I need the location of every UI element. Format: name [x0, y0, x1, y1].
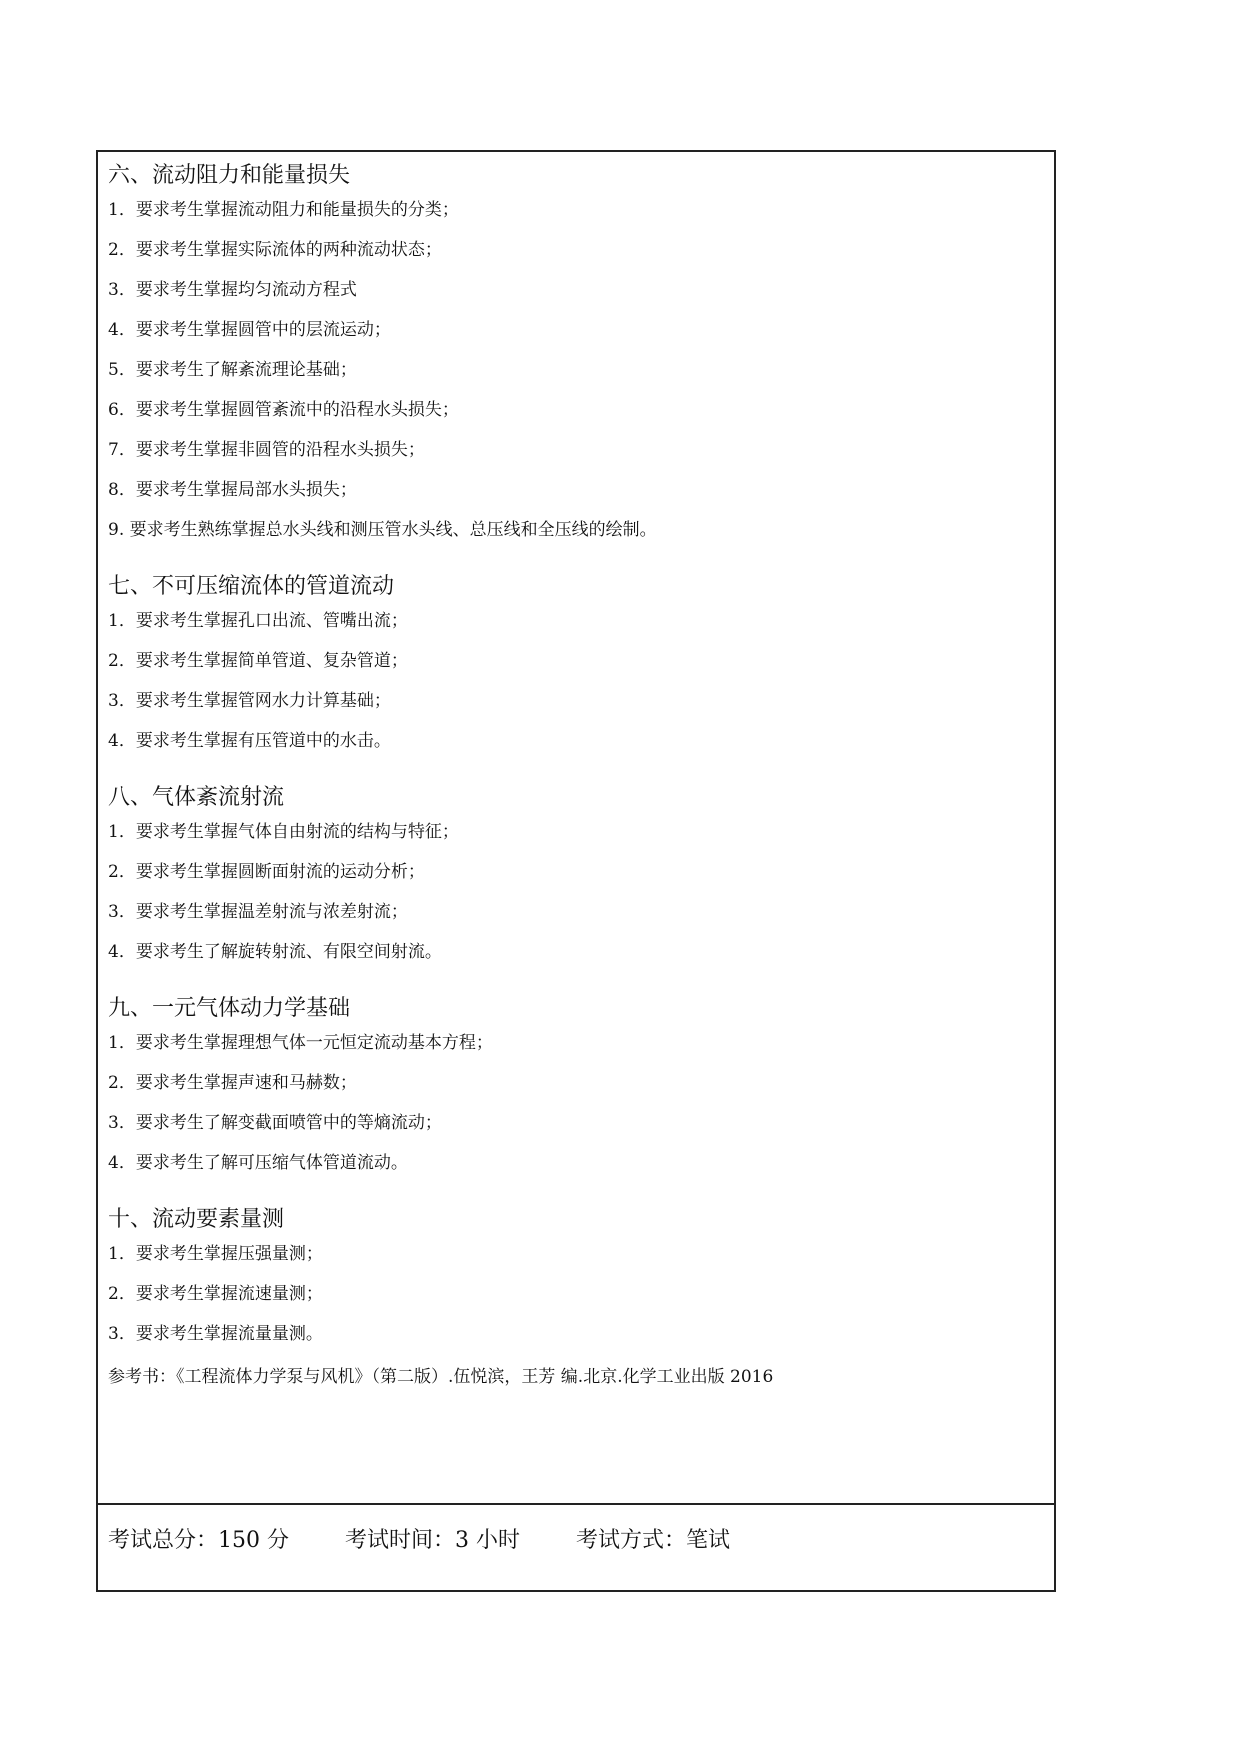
section-10: [108, 1206, 1054, 1352]
section-9: [108, 995, 1054, 1181]
list-item: 3．要求考生了解变截面喷管中的等熵流动；: [108, 1113, 442, 1133]
list-item: 4．要求考生掌握有压管道中的水击。: [108, 731, 391, 751]
list-item: 5．要求考生了解紊流理论基础；: [108, 360, 357, 380]
total-score: 考试总分：150 分: [108, 1528, 289, 1553]
list-item: 9. 要求考生熟练掌握总水头线和测压管水头线、总压线和全压线的绘制。: [108, 520, 657, 540]
list-item: 1．要求考生掌握压强量测；: [108, 1244, 323, 1264]
list-item: 4．要求考生了解可压缩气体管道流动。: [108, 1153, 408, 1173]
list-item: 2．要求考生掌握简单管道、复杂管道；: [108, 651, 408, 671]
list-item: 3．要求考生掌握温差射流与浓差射流；: [108, 902, 408, 922]
list-item: 8．要求考生掌握局部水头损失；: [108, 480, 357, 500]
list-item: 3．要求考生掌握流量量测。: [108, 1324, 323, 1344]
list-item: 3．要求考生掌握均匀流动方程式: [108, 280, 357, 300]
syllabus-table: [96, 150, 1056, 1592]
section-8: [108, 784, 1054, 970]
list-item: 1．要求考生掌握理想气体一元恒定流动基本方程；: [108, 1033, 493, 1053]
section-7: [108, 573, 1054, 759]
list-item: 2．要求考生掌握实际流体的两种流动状态；: [108, 240, 442, 260]
list-item: 2．要求考生掌握声速和马赫数；: [108, 1073, 357, 1093]
list-item: 1．要求考生掌握孔口出流、管嘴出流；: [108, 611, 408, 631]
list-item: 2．要求考生掌握流速量测；: [108, 1284, 323, 1304]
exam-time: 考试时间：3 小时: [345, 1528, 520, 1553]
list-item: 6．要求考生掌握圆管紊流中的沿程水头损失；: [108, 400, 459, 420]
section-title: 八、气体紊流射流: [108, 785, 285, 810]
list-item: 4．要求考生掌握圆管中的层流运动；: [108, 320, 391, 340]
list-item: 3．要求考生掌握管网水力计算基础；: [108, 691, 391, 711]
list-item: 1．要求考生掌握流动阻力和能量损失的分类；: [108, 200, 459, 220]
section-title: 六、流动阻力和能量损失: [108, 163, 351, 188]
list-item: 1．要求考生掌握气体自由射流的结构与特征；: [108, 822, 459, 842]
list-item: 2．要求考生掌握圆断面射流的运动分析；: [108, 862, 425, 882]
list-item: 7．要求考生掌握非圆管的沿程水头损失；: [108, 440, 425, 460]
exam-method: 考试方式：笔试: [576, 1528, 731, 1553]
section-6: [108, 162, 1054, 548]
exam-info-row: [108, 1526, 730, 1556]
reference-book: 参考书：《工程流体力学泵与风机》（第二版）.伍悦滨，王芳 编.北京.化学工业出版 2016: [108, 1367, 774, 1387]
list-item: 4．要求考生了解旋转射流、有限空间射流。: [108, 942, 442, 962]
syllabus-content-cell: [98, 152, 1054, 1505]
section-title: 九、一元气体动力学基础: [108, 996, 351, 1021]
section-title: 十、流动要素量测: [108, 1207, 285, 1232]
section-title: 七、不可压缩流体的管道流动: [108, 574, 395, 599]
